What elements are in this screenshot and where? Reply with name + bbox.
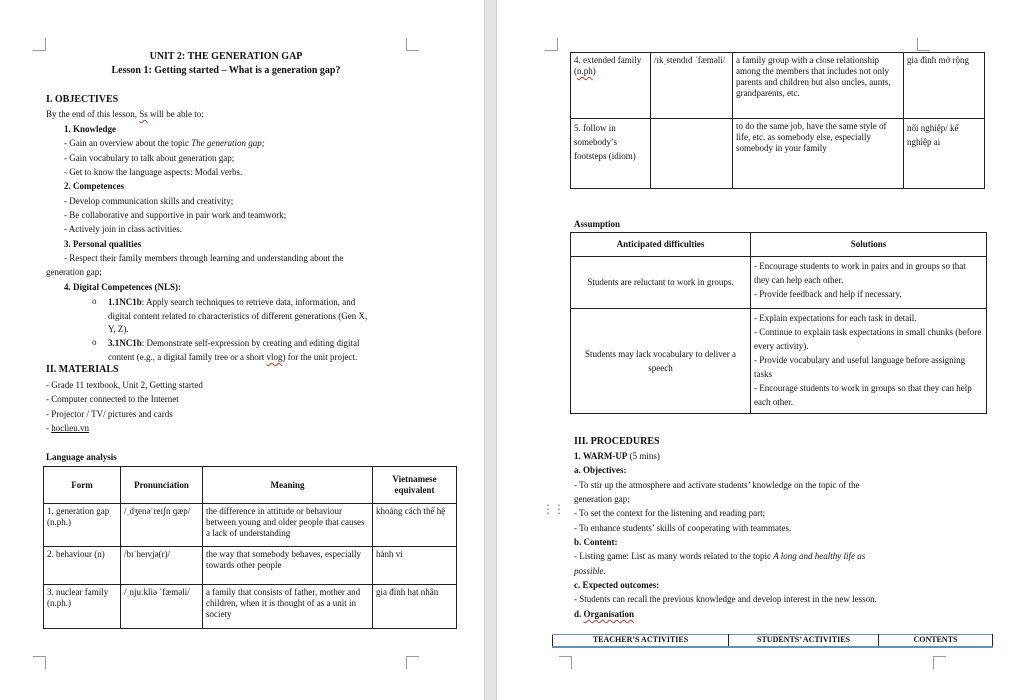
table-header-cell: Anticipated difficulties <box>571 233 751 257</box>
table-drag-handle[interactable]: ⋮⋮ <box>542 502 564 516</box>
language-analysis-heading: Language analysis <box>46 452 117 462</box>
hoclieu-link[interactable]: hoclieu.vn <box>51 423 89 433</box>
materials-item: - Projector / TV/ pictures and cards <box>46 409 173 419</box>
procedures-heading: III. PROCEDURES <box>574 436 660 447</box>
vietnamese-cell: gia đình hạt nhân <box>373 585 457 629</box>
solutions-cell <box>751 309 987 414</box>
vietnamese-cell: nối nghiệp/ kế nghiệp ai <box>904 119 985 189</box>
competence-item: - Develop communication skills and creativity; <box>64 196 234 206</box>
objective-item-cont: generation gap; <box>574 494 630 504</box>
bullet-circle: o <box>92 337 97 347</box>
table-row <box>44 585 457 629</box>
digital-competence-item-cont: content (e.g., a digital family tree or a short vlog) for the unit project. <box>108 352 358 362</box>
assumption-table <box>570 232 987 414</box>
vietnamese-cell: hành vi <box>373 547 457 585</box>
digital-competences-heading: 4. Digital Competences (NLS): <box>64 282 181 292</box>
table-row <box>571 119 985 189</box>
form-cell: 2. behaviour (n) <box>44 547 121 585</box>
objectives-subheading: a. Objectives: <box>574 465 627 475</box>
meaning-cell: to do the same job, have the same style of life, etc. as somebody else, especially somebody in your family <box>733 119 904 189</box>
table-header-cell: STUDENTS’ ACTIVITIES <box>729 635 879 647</box>
page-corner-mark <box>917 38 930 51</box>
content-item-cont: possible. <box>574 566 606 576</box>
table-row <box>44 504 457 547</box>
table-header-cell: CONTENTS <box>879 635 993 647</box>
procedures-table-header <box>552 634 993 648</box>
personal-qualities-heading: 3. Personal qualities <box>64 239 142 249</box>
table-header-cell: TEACHER’S ACTIVITIES <box>553 635 729 647</box>
organisation-subheading: d. Organisation <box>574 609 635 619</box>
table-header-cell: Solutions <box>751 233 987 257</box>
expected-outcome-item: - Students can recall the previous knowledge and develop interest in the new lesson. <box>574 594 877 604</box>
knowledge-heading: 1. Knowledge <box>64 124 117 134</box>
materials-item: - Grade 11 textbook, Unit 2, Getting started <box>46 380 203 390</box>
assumption-heading: Assumption <box>574 219 621 229</box>
digital-competence-item: 3.1NC1b: Demonstrate self-expression by creating and editing digital <box>108 338 360 348</box>
vietnamese-cell: khoảng cách thế hệ <box>373 504 457 547</box>
solution-item: - Encourage students to work in groups so that they can help each other. <box>754 383 972 407</box>
document-page-left <box>0 0 484 700</box>
knowledge-item: - Get to know the language aspects: Modal verbs. <box>64 167 243 177</box>
pronunciation-cell: /bɪˈheɪvjə(r)/ <box>121 547 203 585</box>
page-corner-mark <box>406 38 419 51</box>
form-cell: 4. extended family (n.ph) <box>571 53 651 119</box>
table-header-cell: Vietnamese equivalent <box>373 467 457 504</box>
pronunciation-cell: /ˌdʒenəˈreɪʃn ɡæp/ <box>121 504 203 547</box>
knowledge-item: - Gain an overview about the topic The generation gap; <box>64 138 265 148</box>
difficulty-cell: Students may lack vocabulary to deliver a speech <box>571 309 751 414</box>
materials-item: - Computer connected to the Internet <box>46 394 179 404</box>
table-header-cell: Pronunciation <box>121 467 203 504</box>
page-corner-mark <box>933 656 946 669</box>
warmup-heading: 1. WARM-UP (5 mins) <box>574 451 660 461</box>
solution-item: - Provide vocabulary and useful language before assigning tasks <box>754 355 966 379</box>
objectives-intro: By the end of this lesson, Ss will be able to: <box>46 109 204 119</box>
competence-item: - Be collaborative and supportive in pair work and teamwork; <box>64 210 287 220</box>
expected-outcomes-subheading: c. Expected outcomes: <box>574 580 660 590</box>
table-row <box>571 309 987 414</box>
page-corner-mark <box>545 38 558 51</box>
meaning-cell: a family that consists of father, mother and children, when it is thought of as a unit in society <box>203 585 373 629</box>
pronunciation-cell: /ˌnjuːkliə ˈfæməli/ <box>121 585 203 629</box>
objectives-heading: I. OBJECTIVES <box>46 94 119 105</box>
form-cell: 5. follow in somebody’s footsteps (idiom) <box>571 119 651 189</box>
form-cell: 1. generation gap (n.ph.) <box>44 504 121 547</box>
page-corner-mark <box>559 656 572 669</box>
language-analysis-table <box>43 466 457 629</box>
materials-heading: II. MATERIALS <box>46 364 119 375</box>
document-page-right <box>497 0 1009 700</box>
unit-title: UNIT 2: THE GENERATION GAP <box>149 51 303 62</box>
lesson-title: Lesson 1: Getting started – What is a generation gap? <box>111 65 341 76</box>
content-subheading: b. Content: <box>574 537 618 547</box>
solution-item: - Continue to explain task expectations in small chunks (before every activity). <box>754 327 982 351</box>
vocabulary-table-continued <box>570 52 985 189</box>
knowledge-item: - Gain vocabulary to talk about generation gap; <box>64 153 235 163</box>
table-row <box>571 53 985 119</box>
digital-competence-item-cont: digital content related to characteristics of different generations (Gen X, <box>108 311 368 321</box>
content-item: - Listing game: List as many words related to the topic A long and healthy life as <box>574 551 866 561</box>
solution-item: - Explain expectations for each task in detail. <box>754 313 917 323</box>
solution-item: - Encourage students to work in pairs and in groups so that they can help each other. <box>754 261 966 285</box>
table-header-cell: Meaning <box>203 467 373 504</box>
form-cell: 3. nuclear family (n.ph.) <box>44 585 121 629</box>
competences-heading: 2. Competences <box>64 181 124 191</box>
table-row <box>44 547 457 585</box>
bullet-circle: o <box>92 296 97 306</box>
solution-item: - Provide feedback and help if necessary. <box>754 289 902 299</box>
page-corner-mark <box>33 656 46 669</box>
meaning-cell: the difference in attitude or behaviour between young and older people that causes a lack of understanding <box>203 504 373 547</box>
objective-item: - To stir up the atmosphere and activate students’ knowledge on the topic of the <box>574 480 860 490</box>
meaning-cell: a family group with a close relationship among the members that includes not only parents and children but also uncles, aunts, grandparents, etc. <box>733 53 904 119</box>
solutions-cell <box>751 257 987 309</box>
materials-item: - hoclieu.vn <box>46 423 89 433</box>
page-gutter <box>484 0 497 700</box>
personal-quality-item-cont: generation gap; <box>46 267 102 277</box>
objective-item: - To enhance students’ skills of cooperating with teammates. <box>574 523 792 533</box>
digital-competence-item-cont: Y, Z). <box>108 324 129 334</box>
page-corner-mark <box>33 38 46 51</box>
digital-competence-item: 1.1NC1b: Apply search techniques to retrieve data, information, and <box>108 297 356 307</box>
objective-item: - To set the context for the listening and reading part; <box>574 508 766 518</box>
table-header-cell: Form <box>44 467 121 504</box>
page-corner-mark <box>406 656 419 669</box>
personal-quality-item: - Respect their family members through learning and understanding about the <box>64 253 344 263</box>
table-row <box>571 257 987 309</box>
pronunciation-cell <box>651 119 733 189</box>
meaning-cell: the way that somebody behaves, especially towards other people <box>203 547 373 585</box>
vietnamese-cell: gia đình mở rộng <box>904 53 985 119</box>
difficulty-cell: Students are reluctant to work in groups. <box>571 257 751 309</box>
competence-item: - Actively join in class activities. <box>64 224 182 234</box>
pronunciation-cell: /ɪkˌstendɪd ˈfæməli/ <box>651 53 733 119</box>
